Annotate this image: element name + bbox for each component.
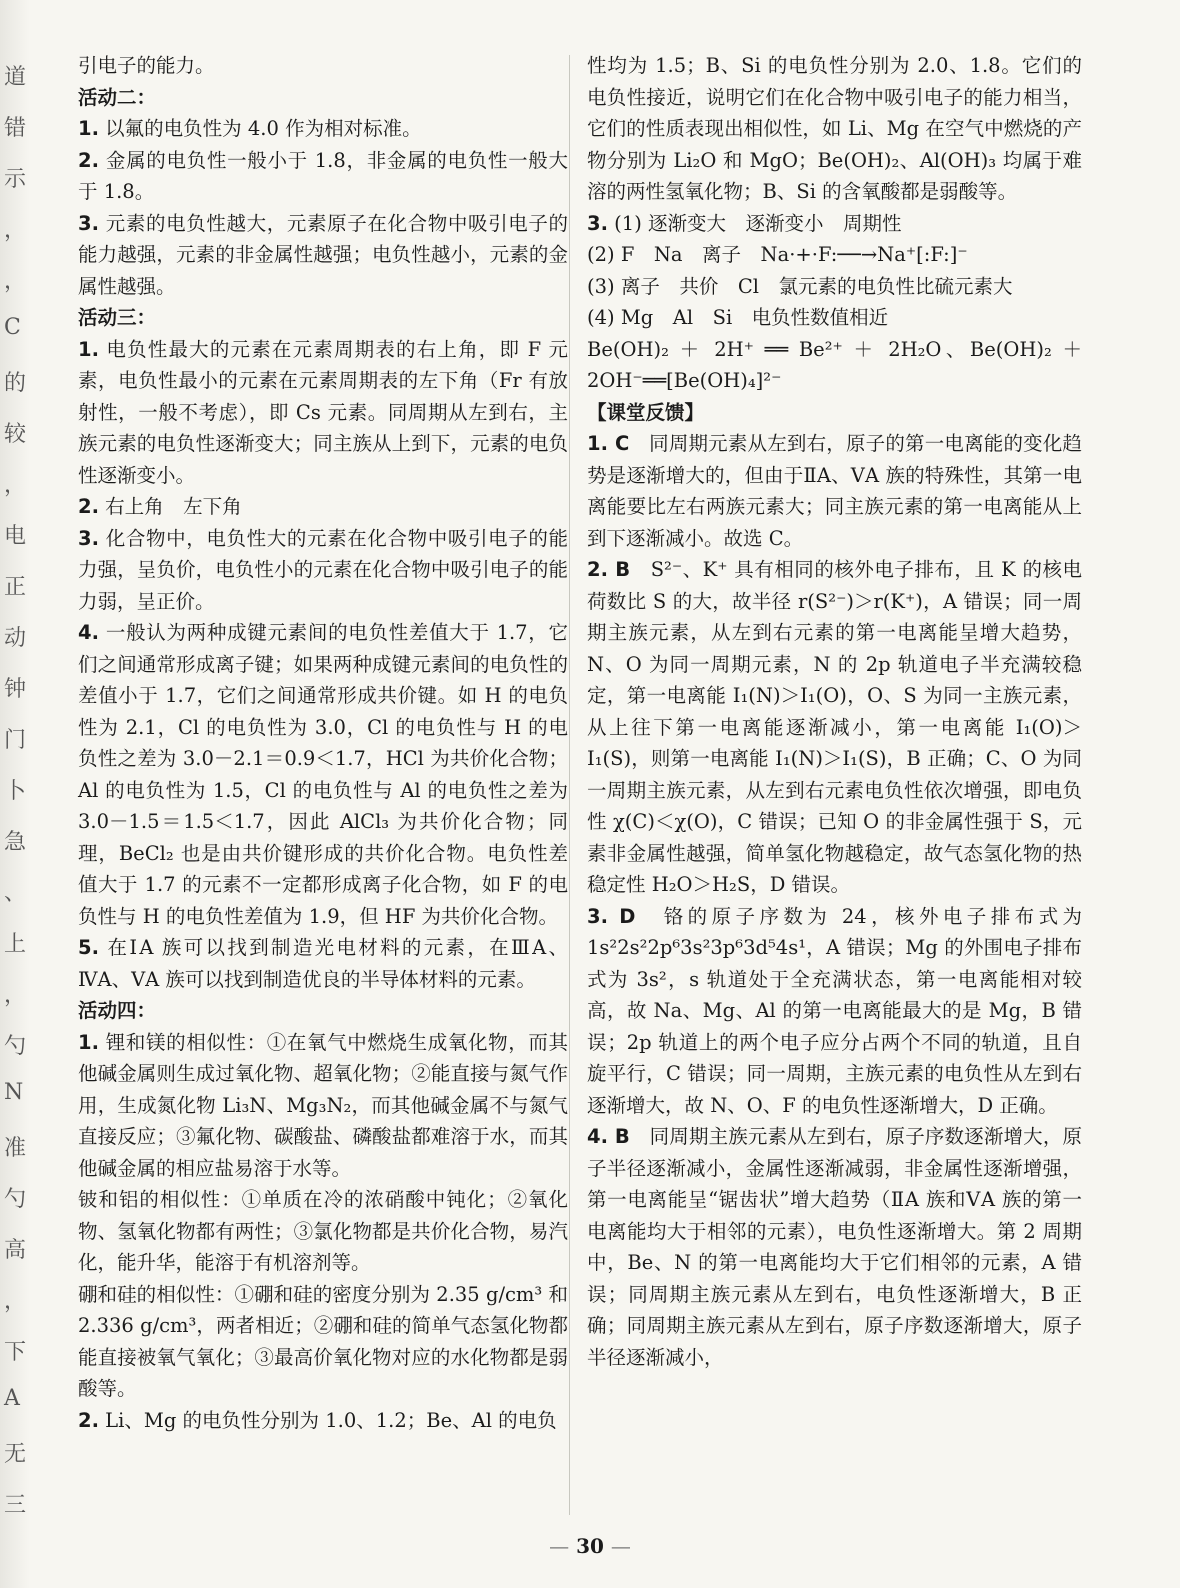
edge-char: 三 [4, 1493, 27, 1518]
edge-char: 钟 [4, 677, 27, 702]
edge-char: ， [4, 983, 27, 1008]
edge-char: 勺 [4, 1187, 27, 1212]
paragraph [78, 50, 568, 82]
paragraph-text: 活动二： [78, 85, 157, 109]
paragraph [587, 208, 1082, 240]
item-number: 1. [78, 1030, 99, 1054]
edge-char: ， [4, 269, 27, 294]
edge-char: 高 [4, 1238, 27, 1263]
edge-char: 下 [4, 1340, 27, 1365]
paragraph-text: S²⁻、K⁺ 具有相同的核外电子排布，且 K 的核电荷数比 S 的大，故半径 r(S²⁻)＞r(K⁺)，A 错误；同一周期主族元素，从左到右元素的第一电离能呈增大趋势，N、O 为同一周期元素，N 的 2p 轨道电子半充满较稳定，第一电离能 I₁(N)＞I₁(O)，O、S 为同一主族元素，从上往下第一电离能逐渐减小，第一电离能 I₁(O)＞I₁(S)，则第一电离能 I₁(N)＞I₁(S)，B 正确；C、O 为同一周期主族元素，从左到右元素电负性依次增强，即电负性 χ(C)＜χ(O)，C 错误；已知 O 的非金属性强于 S，元素非金属性越强，简单氢化物越稳定，故气态氢化物的热稳定性 H₂O＞H₂S，D 错误。 [587, 558, 1082, 896]
page-number: — 30 — [549, 1534, 631, 1558]
item-number: 2. B [587, 558, 631, 581]
edge-char: 上 [4, 932, 27, 957]
edge-char: N [4, 1080, 24, 1105]
paragraph [78, 1184, 568, 1279]
paragraph [587, 302, 1082, 334]
edge-char: C [4, 315, 21, 340]
item-number: 1. C [587, 432, 630, 455]
paragraph [587, 428, 1082, 554]
paragraph [78, 523, 568, 618]
section-heading [587, 397, 1082, 429]
item-number: 3. [78, 211, 99, 235]
edge-char: 准 [4, 1136, 27, 1161]
paragraph-text: 同周期主族元素从左到右，原子序数逐渐增大，原子半径逐渐减小，金属性逐渐减弱，非金属性逐渐增强，第一电离能呈“锯齿状”增大趋势（ⅡA 族和ⅤA 族的第一电离能均大于相邻的元素），电负性逐渐增大。第 2 周期中，Be、N 的第一电离能均大于它们相邻的元素，A 错误；同周期主族元素从左到右，电负性逐渐增大，B 正确；同周期主族元素从左到右，原子序数逐渐增大，原子半径逐渐减小， [587, 1125, 1082, 1369]
paragraph-text: 活动三： [78, 306, 157, 329]
edge-char: 动 [4, 626, 27, 651]
column-divider [569, 55, 570, 1515]
paragraph [78, 1279, 568, 1405]
paragraph-text: 性均为 1.5；B、Si 的电负性分别为 2.0、1.8。它们的电负性接近，说明它们在化合物中吸引电子的能力相当，它们的性质表现出相似性，如 Li、Mg 在空气中燃烧的产物分别为 Li₂O 和 MgO；Be(OH)₂、Al(OH)₃ 均属于难溶的两性氢氧化物；B、Si 的含氧酸都是弱酸等。 [587, 54, 1082, 203]
paragraph [587, 271, 1082, 303]
item-number: 4. B [587, 1125, 630, 1148]
paragraph-text: (4) Mg Al Si 电负性数值相近 [587, 306, 889, 329]
paragraph-text: 在ⅠA 族可以找到制造光电材料的元素，在ⅢA、ⅣA、ⅤA 族可以找到制造优良的半导体材料的元素。 [78, 936, 568, 991]
page-left-edge [0, 0, 30, 1588]
paragraph [78, 145, 568, 208]
section-heading [78, 302, 568, 334]
edge-char: ， [4, 218, 27, 243]
paragraph [587, 239, 1082, 271]
item-number: 2. [78, 495, 99, 518]
edge-char: 、 [4, 881, 27, 906]
item-number: 5. [78, 936, 99, 959]
paragraph [78, 208, 568, 303]
paragraph [78, 617, 568, 932]
paragraph-text: (3) 离子 共价 Cl 氯元素的电负性比硫元素大 [587, 274, 1013, 298]
edge-char: 错 [4, 116, 27, 141]
edge-char: 无 [4, 1442, 27, 1467]
section-heading [78, 82, 568, 114]
section-heading [78, 995, 568, 1027]
item-number: 2. [78, 1408, 99, 1432]
paragraph-text: Be(OH)₂ ＋ 2H⁺ ══ Be²⁺ ＋ 2H₂O、Be(OH)₂ ＋ 2OH⁻══[Be(OH)₄]²⁻ [587, 337, 1082, 392]
right-column [587, 50, 1082, 1373]
paragraph-text: 金属的电负性一般小于 1.8，非金属的电负性一般大于 1.8。 [78, 148, 568, 203]
edge-char: ， [4, 1289, 27, 1314]
item-number: 1. [78, 117, 99, 140]
paragraph-text: (2) F Na 离子 Na·+·F:──→Na⁺[:F:]⁻ [587, 243, 968, 266]
edge-char: 较 [4, 422, 27, 447]
paragraph-text: 一般认为两种成键元素间的电负性差值大于 1.7，它们之间通常形成离子键；如果两种成键元素间的电负性的差值小于 1.7，它们之间通常形成共价键。如 H 的电负性为 2.1，Cl 的电负性为 3.0，Cl 的电负性与 H 的电负性之差为 3.0－2.1＝0.9＜1.7，HCl 为共价化合物；Al 的电负性为 1.5，Cl 的电负性与 Al 的电负性之差为 3.0－1.5＝1.5＜1.7，因此 AlCl₃ 为共价化合物；同理，BeCl₂ 也是由共价键形成的共价化合物。电负性差值大于 1.7 的元素不一定都形成离子化合物，如 F 的电负性与 H 的电负性差值为 1.9，但 HF 为共价化合物。 [78, 621, 568, 928]
paragraph-text: 引电子的能力。 [78, 54, 215, 77]
item-number: 3. D [587, 904, 636, 928]
item-number: 4. [78, 621, 99, 644]
paragraph [78, 334, 568, 492]
left-column [78, 50, 568, 1436]
edge-char: 道 [4, 65, 27, 90]
paragraph-text: 铍和铝的相似性：①单质在冷的浓硝酸中钝化；②氧化物、氢氧化物都有两性；③氯化物都是共价化合物，易汽化，能升华，能溶于有机溶剂等。 [78, 1188, 568, 1274]
edge-char: 卜 [4, 779, 27, 804]
paragraph-text: 铬的原子序数为 24，核外电子排布式为 1s²2s²2p⁶3s²3p⁶3d⁵4s¹，A 错误；Mg 的外围电子排布式为 3s²，s 轨道处于全充满状态，第一电离能相对较高，故 Na、Mg、Al 的第一电离能最大的是 Mg，B 错误；2p 轨道上的两个电子应分占两个不同的轨道，且自旋平行，C 错误；同一周期，主族元素的电负性从左到右逐渐增大，故 N、O、F 的电负性逐渐增大，D 正确。 [587, 904, 1083, 1117]
edge-char: A [4, 1386, 20, 1411]
edge-char: 正 [4, 575, 27, 600]
paragraph [78, 1405, 568, 1437]
paragraph-text: 电负性最大的元素在元素周期表的右上角，即 F 元素，电负性最小的元素在元素周期表的左下角（Fr 有放射性，一般不考虑），即 Cs 元素。同周期从左到右，主族元素的电负性逐渐变大；同主族从上到下，元素的电负性逐渐变小。 [78, 337, 568, 487]
paragraph-text: 元素的电负性越大，元素原子在化合物中吸引电子的能力越强，元素的非金属性越强；电负性越小，元素的金属性越强。 [78, 211, 568, 298]
item-number: 1. [78, 337, 99, 361]
paragraph [78, 491, 568, 523]
paragraph-text: (1) 逐渐变大 逐渐变小 周期性 [607, 211, 902, 235]
paragraph-text: Li、Mg 的电负性分别为 1.0、1.2；Be、Al 的电负 [98, 1408, 557, 1432]
item-number: 3. [587, 211, 608, 235]
paragraph-text: 右上角 左下角 [98, 495, 242, 518]
paragraph [587, 334, 1082, 397]
edge-char: 急 [4, 830, 27, 855]
paragraph [78, 113, 568, 145]
edge-char: 电 [4, 524, 27, 549]
item-number: 3. [78, 526, 99, 550]
paragraph-text: 活动四： [78, 999, 157, 1022]
paragraph [587, 50, 1082, 208]
paragraph-text: 以氟的电负性为 4.0 作为相对标准。 [98, 117, 422, 140]
paragraph-text: 锂和镁的相似性：①在氧气中燃烧生成氧化物，而其他碱金属则生成过氧化物、超氧化物；②能直接与氮气作用，生成氮化物 Li₃N、Mg₃N₂，而其他碱金属不与氮气直接反应；③氟化物、碳酸盐、磷酸盐都难溶于水，而其他碱金属的相应盐易溶于水等。 [78, 1030, 568, 1180]
item-number: 2. [78, 148, 99, 172]
paragraph [587, 554, 1082, 901]
paragraph [78, 1027, 568, 1185]
paragraph-text: 硼和硅的相似性：①硼和硅的密度分别为 2.35 g/cm³ 和 2.336 g/cm³，两者相近；②硼和硅的简单气态氢化物都能直接被氧气氧化；③最高价氧化物对应的水化物都是弱酸等。 [78, 1282, 568, 1400]
edge-char: 勺 [4, 1034, 27, 1059]
paragraph [587, 1121, 1082, 1373]
edge-char: 门 [4, 728, 27, 753]
paragraph-text: 化合物中，电负性大的元素在化合物中吸引电子的能力强，呈负价，电负性小的元素在化合物中吸引电子的能力弱，呈正价。 [78, 526, 568, 613]
paragraph [587, 901, 1082, 1122]
edge-char: ， [4, 473, 27, 498]
paragraph [78, 932, 568, 995]
paragraph-text: 同周期元素从左到右，原子的第一电离能的变化趋势是逐渐增大的，但由于ⅡA、ⅤA 族的特殊性，其第一电离能要比左右两族元素大；同主族元素的第一电离能从上到下逐渐减小。故选 C。 [587, 432, 1082, 550]
edge-char: 示 [4, 167, 27, 192]
edge-char: 的 [4, 371, 27, 396]
paragraph-text: 【课堂反馈】 [587, 400, 705, 424]
